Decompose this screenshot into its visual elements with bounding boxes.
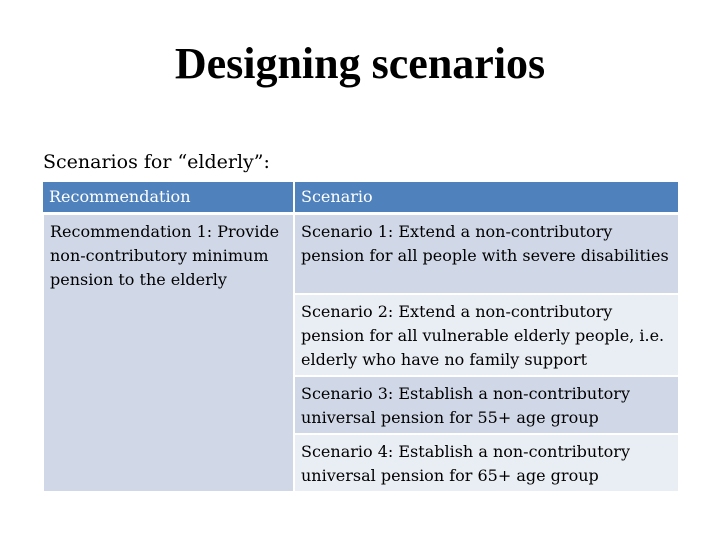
recommendation-cell: Recommendation 1: Provide non-contributory minimum pension to the elderly	[43, 214, 294, 493]
scenario-cell: Scenario 4: Establish a non-contributory universal pension for 65+ age group	[294, 434, 679, 492]
slide-title: Designing scenarios	[174, 39, 546, 88]
table-row	[43, 214, 679, 295]
table-header-row	[43, 182, 679, 214]
scenario-cell: Scenario 3: Establish a non-contributory universal pension for 55+ age group	[294, 376, 679, 434]
scenario-cell: Scenario 2: Extend a non-contributory pension for all vulnerable elderly people, i.e. elderly who have no family support	[294, 294, 679, 376]
scenario-cell: Scenario 1: Extend a non-contributory pension for all people with severe disabilities	[294, 214, 679, 295]
table-caption: Scenarios for “elderly”:	[43, 151, 270, 173]
recommendation-header: Recommendation	[43, 182, 294, 214]
scenarios-table	[42, 182, 680, 493]
scenario-header: Scenario	[294, 182, 679, 214]
